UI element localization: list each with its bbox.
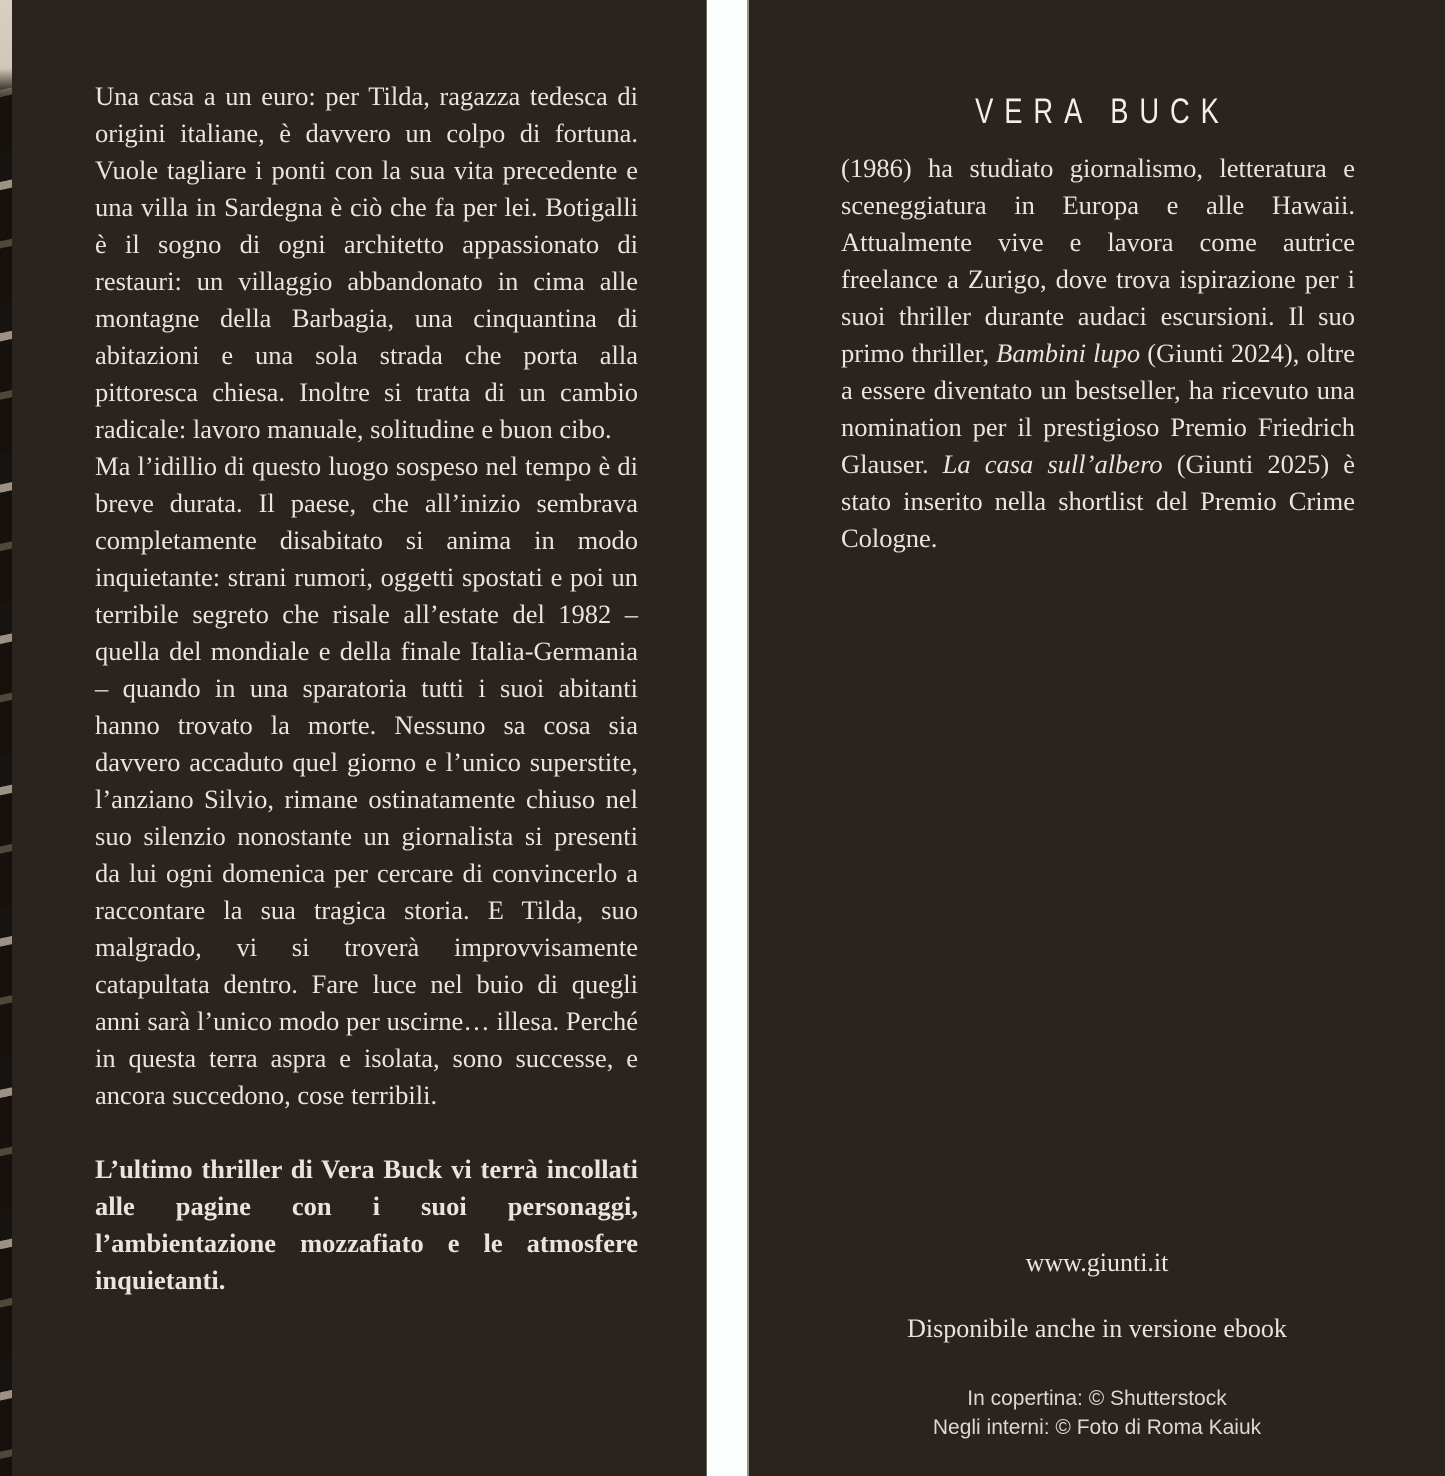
photo-credits-block [749,1384,1445,1442]
synopsis-text-block [95,78,638,1299]
page-edge-texture [0,0,12,1476]
author-bio-text: (1986) ha studiato giornalismo, letteratura e sceneggiatura in Europa e alle Hawaii. Attualmente vive e lavora come autrice freelance a Zurigo, dove trova ispirazione per i suoi thriller durante audaci escursioni. Il suo primo thriller, Bambini lupo (Giunti 2024), oltre a essere diventato un bestseller, ha ricevuto una nomination per il prestigioso Premio Friedrich Glauser. La casa sull’albero (Giunti 2025) è stato inserito nella shortlist del Premio Crime Cologne. [841,153,1355,553]
interior-photo-credit: Negli interni: © Foto di Roma Kaiuk [932,1416,1262,1439]
ebook-availability-note: Disponibile anche in versione ebook [907,1314,1287,1343]
synopsis-highlight-paragraph: L’ultimo thriller di Vera Buck vi terrà incollati alle pagine con i suoi personaggi, l’ambientazione mozzafiato e le atmosfere inquietanti. [95,1154,638,1295]
publisher-website-link[interactable]: www.giunti.it [1025,1248,1169,1277]
cover-photo-credit: In copertina: © Shutterstock [967,1387,1227,1410]
synopsis-flap-panel [12,0,707,1476]
synopsis-paragraph-1: Una casa a un euro: per Tilda, ragazza tedesca di origini italiane, è davvero un colpo di fortuna. Vuole tagliare i ponti con la sua vita precedente e una villa in Sardegna è ciò che fa per lei. Botigalli è il sogno di ogni architetto appassionato di restauri: un villaggio abbandonato in cima alle montagne della Barbagia, una cinquantina di abitazioni e una sola strada che porta alla pittoresca chiesa. Inoltre si tratta di un cambio radicale: lavoro manuale, solitudine e buon cibo. [95,81,638,444]
synopsis-paragraph-2: Ma l’idillio di questo luogo sospeso nel tempo è di breve durata. Il paese, che all’inizio sembrava completamente disabitato si anima in modo inquietante: strani rumori, oggetti spostati e poi un terribile segreto che risale all’estate del 1982 – quella del mondiale e della finale Italia-Germania – quando in una sparatoria tutti i suoi abitanti hanno trovato la morte. Nessuno sa cosa sia davvero accaduto quel giorno e l’unico superstite, l’anziano Silvio, rimane ostinatamente chiuso nel suo silenzio nonostante un giornalista si presenti da lui ogni domenica per cercare di convincerlo a raccontare la sua tragica storia. E Tilda, suo malgrado, vi si troverà improvvisamente catapultata dentro. Fare luce nel buio di quegli anni sarà l’unico modo per uscirne… illesa. Perché in questa terra aspra e isolata, sono successe, e ancora succedono, cose terribili. [95,451,638,1110]
author-flap-panel [747,0,1445,1476]
author-name-heading: VERA BUCK [975,92,1230,131]
